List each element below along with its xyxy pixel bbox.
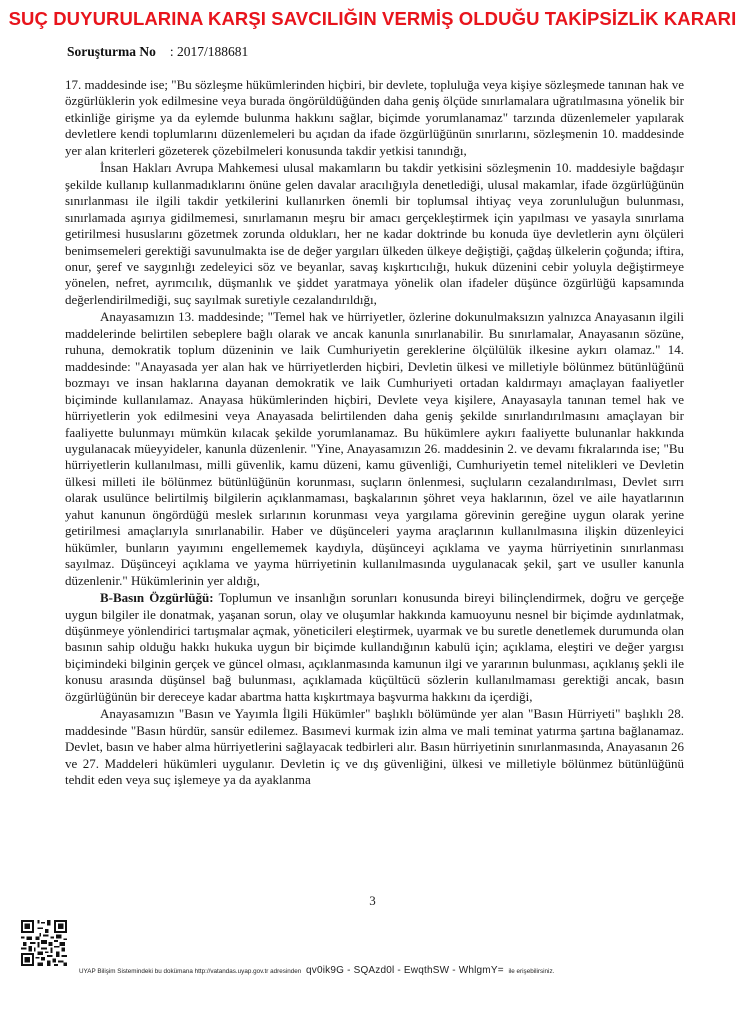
- press-freedom-heading: B-Basın Özgürlüğü:: [100, 590, 214, 606]
- inquiry-label: Soruşturma No: [67, 44, 156, 59]
- footer-suffix: ile erişebilirsiniz.: [508, 968, 555, 975]
- verification-code: qv0ik9G - SQAzd0l - EwqthSW - WhlgmY=: [306, 965, 504, 976]
- page-number: 3: [369, 893, 376, 908]
- paragraph-3: Anayasamızın 13. maddesinde; "Temel hak ve hürriyetler, özlerine dokunulmaksızın yalnızca Anayasanın ilgili maddelerinde belirtilen sebeplere bağlı olarak ve ancak kanunla sınırlanabilir. Bu sınırlamalar, Anayasanın sözüne, ruhuna, demokratik toplum düzeninin ve laik Cumhuriyetin gereklerine ölçülülük ilkesine aykırı olamaz." 14. maddesinde: "Anayasada yer alan hak ve hürriyetlerden hiçbiri, Devletin ülkesi ve milletiyle bölünmez bütünlüğünü bozmayı ve insan haklarına dayanan demokratik ve laik Cumhuriyeti ortadan kaldırmayı amaçlayan faaliyetler biçiminde kullanılamaz. Anayasa hükümlerinden hiçbiri, Devlete veya kişilere, Anayasayla tanınan temel hak ve hürriyetlerin yok edilmesini veya Anayasada belirtilenden daha geniş şekilde sınırlandırılmasını amaçlayan bir faaliyette bulunmayı mümkün kılacak şekilde yorumlanamaz. Bu hükümlere aykırı faaliyette bulunanlar hakkında uygulanacak müeyyideler, kanunla düzenlenir. "Yine, Anayasamızın 26. maddesinin 2. ve devamı fıkralarında ise; "Bu hürriyetlerin kullanılması, milli güvenlik, kamu düzeni, kamu güvenliği, Cumhuriyetin temel nitelikleri ve Devletin ülkesi milleti ile bölünmez bütünlüğünün korunması, suçların önlenmesi, suçluların cezalandırılması, Devlet sırrı olarak usulünce belirtilmiş bilgilerin açıklanmaması, başkalarının şöhret veya haklarının, özel ve aile hayatlarının yahut kanunun öngördüğü meslek sırlarının korunması veya yargılama görevinin gereğine uygun olarak yerine getirilmesi amaçlarıyla sınırlanabilir. Haber ve düşünceleri yayma araçlarının kullanılmasına ilişkin düzenleyici hükümler, bunların yayımını engellememek kaydıyla, düşünceyi açıklama ve yayma hürriyetinin sınırlanması sayılmaz. Düşünceyi açıklama ve yayma hürriyetinin kullanılmasında uygulanacak şekil, şart ve usuller kanunla düzenlenir." Hükümlerinin yer aldığı,: [65, 309, 684, 588]
- footer-prefix: UYAP Bilişim Sistemindeki bu dokümana http://vatandas.uyap.gov.tr adresinden: [79, 968, 302, 975]
- document-footer: [79, 965, 554, 976]
- document-body: [65, 77, 684, 789]
- inquiry-number: [67, 44, 248, 60]
- paragraph-1: 17. maddesinde ise; "Bu sözleşme hükümlerinden hiçbiri, bir devlete, topluluğa veya kişiye sözleşmede tanınan hak ve özgürlüklerin yok edilmesine veya burada öngörüldüğünden daha geniş ölçüde sınırlamalara uğratılmasına yönelik bir etkinliğe girişme ya da eylemde bulunma hakkını sağlar, biçimde yorumlanamaz" tarzında düzenlemeler yapılarak devletlere kendi toplumlarını düzenlemeleri bu açıdan da ifade özgürlüğünün sınırlarını, sözleşmenin 10. maddesinde yer alan kriterleri gözeterek çözebilmeleri konusunda takdir yetkisi tanındığı,: [65, 77, 684, 158]
- document-banner-title: SUÇ DUYURULARINA KARŞI SAVCILIĞIN VERMİŞ OLDUĞU TAKİPSİZLİK KARARI: [8, 8, 737, 29]
- press-freedom-text: Toplumun ve insanlığın sorunları konusunda bireyi bilinçlendirmek, doğru ve gerçeğe uygun bilgiler ile donatmak, yaşanan sorun, olay ve oluşumlar hakkında kamuoyunu nesnel bir biçimde aydınlatmak, düşünmeye yönlendirici tartışmalar açmak, yöneticileri eleştirmek, uyarmak ve bu suretle denetlemek durumunda olan basının sahip olduğu hakkı hukuka uygun bir biçimde kullandığının kabulü için; açıklama, eleştiri ve değer yargısı biçimindeki bilginin gerçek ve güncel olması, açıklanmasında kamunun ilgi ve yararının bulunması, açıklanış şekli ile konusu arasında düşünsel bağ bulunması, açıklamada küçültücü sözlerin kullanılmaması gerektiği ancak, basın özgürlüğünün bir dereceye kadar abartma hatta kışkırtmaya başvurma hakkını da içerdiği,: [65, 590, 685, 704]
- paragraph-2: İnsan Hakları Avrupa Mahkemesi ulusal makamların bu takdir yetkisini sözleşmenin 10. maddesiyle bağdaşır şekilde kullanıp kullanmadıklarını önüne gelen davalar aracılığıyla denetlediği, ulusal makamlar, ifade özgürlüğünün sınırlanması ile ilgili takdir yetkilerini kullanırken önemli bir toplumsal ihtiyaç veya zorunluluğun bulunması, sınırlamada aşırıya gidilmemesi, sınırlamanın meşru bir amacı gerçekleştirmek için yapılması ve yasayla sınırlama getirilmesi hususlarını gözetmek zorunda oldukları, her ne kadar doktrinde bu konuda üye devletlerin aynı ölçüleri benimsemeleri gerektiği savunulmakta ise de değer yargıları ülkeden ülkeye değiştiği, çağdaş ülkelerin çoğunda; iftira, onur, şeref ve saygınlığı zedeleyici söz ve beyanlar, savaş kışkırtıcılığı, hukuk düzenini cebir yoluyla değiştirmeye yönelen, nefret, ayrımcılık, düşmanlık ve şiddet yaratmaya yönelik olan ifadeler düşünce özgürlüğü kapsamında değerlendirilmediği, suç sayılmak suretiyle cezalandırıldığı,: [65, 160, 684, 307]
- inquiry-value: : 2017/188681: [169, 44, 249, 59]
- paragraph-last: Anayasamızın "Basın ve Yayımla İlgili Hükümler" başlıklı bölümünde yer alan "Basın Hürriyeti" başlıklı 28. maddesinde "Basın hürdür, sansür edilemez. Basımevi kurmak izin alma ve mali teminat yatırma şartına bağlanamaz. Devlet, basın ve haber alma hürriyetlerini sağlayacak tedbirleri alır. Basın hürriyetinin sınırlanmasında, Anayasanın 26 ve 27. Maddeleri hükümleri uygulanır. Devletin iç ve dış güvenliğini, ülkesi ve milletiyle bölünmez bütünlüğünü tehdit eden veya suç işlemeye ya da ayaklanma: [65, 706, 684, 788]
- qr-code-icon: [21, 920, 67, 966]
- paragraph-press-freedom: [65, 590, 684, 705]
